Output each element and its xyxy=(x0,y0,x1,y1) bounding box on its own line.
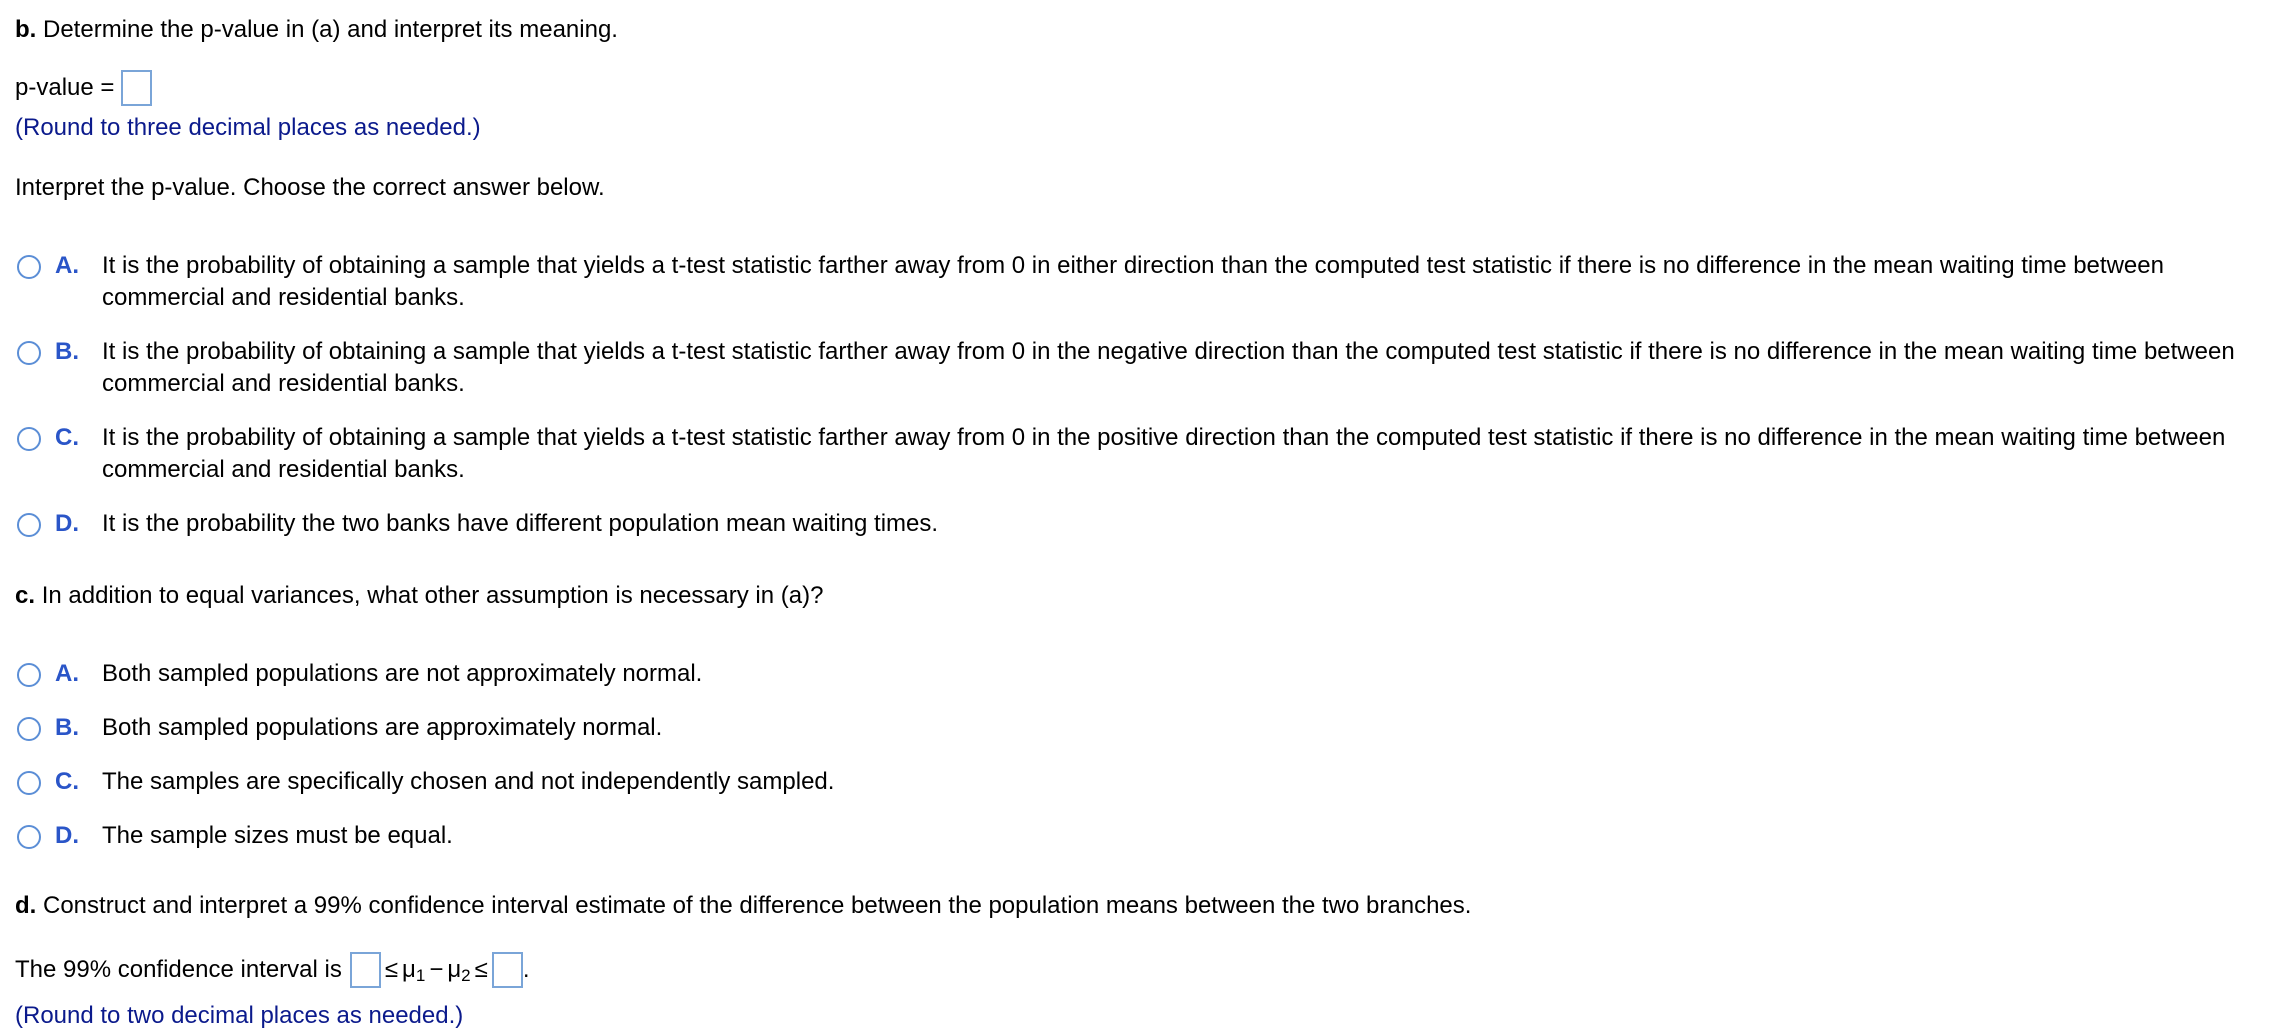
option-text: Both sampled populations are approximately normal. xyxy=(102,714,663,741)
part-d-heading xyxy=(15,890,1471,922)
part-c-label: c. xyxy=(15,582,36,609)
option-text: The sample sizes must be equal. xyxy=(102,822,453,849)
radio-button[interactable] xyxy=(17,427,41,451)
pvalue-label: p-value = xyxy=(15,74,115,101)
option-letter: D. xyxy=(55,510,79,537)
mu-symbol: μ xyxy=(402,956,416,983)
part-c-question: In addition to equal variances, what other assumption is necessary in (a)? xyxy=(41,582,824,609)
part-c-heading xyxy=(15,580,823,612)
option-text: The samples are specifically chosen and not independently sampled. xyxy=(102,768,835,795)
radio-button[interactable] xyxy=(17,717,41,741)
mu-symbol: μ xyxy=(447,956,462,983)
le-symbol: ≤ xyxy=(474,956,488,983)
radio-button[interactable] xyxy=(17,255,41,279)
pvalue-line xyxy=(15,70,152,106)
radio-button[interactable] xyxy=(17,825,41,849)
part-c-option-b[interactable] xyxy=(15,712,2265,752)
option-letter: C. xyxy=(55,424,79,451)
option-letter: B. xyxy=(55,714,79,741)
option-text: It is the probability of obtaining a sample that yields a t-test statistic farther away from 0 in the negative direction than the computed test statistic if there is no difference in the mean waiting time between commercial and residential banks. xyxy=(102,338,2235,397)
pvalue-round-hint: (Round to three decimal places as needed.) xyxy=(15,114,481,141)
option-text: It is the probability of obtaining a sample that yields a t-test statistic farther away from 0 in the positive direction than the computed test statistic if there is no difference in the mean waiting time between commercial and residential banks. xyxy=(102,424,2226,483)
ci-round-hint-partial: (Round to two decimal places as needed.) xyxy=(15,1002,464,1029)
ci-upper-input[interactable] xyxy=(492,952,523,988)
option-letter: D. xyxy=(55,822,79,849)
pvalue-input[interactable] xyxy=(121,70,152,106)
part-b-heading xyxy=(15,14,618,46)
le-symbol: ≤ xyxy=(384,956,399,983)
part-c-option-d[interactable] xyxy=(15,820,2265,860)
part-b-option-c[interactable] xyxy=(15,422,2265,488)
ci-lower-input[interactable] xyxy=(350,952,381,988)
subscript-1: 1 xyxy=(415,966,426,985)
option-letter: B. xyxy=(55,338,79,365)
part-b-label: b. xyxy=(15,16,37,43)
minus-symbol: − xyxy=(429,956,444,983)
confidence-interval-line xyxy=(15,952,529,988)
part-b-option-d[interactable] xyxy=(15,508,2265,574)
option-text: It is the probability of obtaining a sample that yields a t-test statistic farther away from 0 in either direction than the computed test statistic if there is no difference in the mean waiting time between commercial and residential banks. xyxy=(102,252,2164,311)
option-text: It is the probability the two banks have different population mean waiting times. xyxy=(102,510,939,537)
part-b-question: Determine the p-value in (a) and interpret its meaning. xyxy=(43,16,618,43)
part-d-label: d. xyxy=(15,892,37,919)
radio-button[interactable] xyxy=(17,663,41,687)
option-letter: A. xyxy=(55,252,79,279)
part-d-question: Construct and interpret a 99% confidence interval estimate of the difference between the population means between the two branches. xyxy=(43,892,1472,919)
subscript-2: 2 xyxy=(461,966,471,985)
ci-period: . xyxy=(522,956,530,983)
option-text: Both sampled populations are not approximately normal. xyxy=(102,660,703,687)
radio-button[interactable] xyxy=(17,513,41,537)
part-b-option-a[interactable] xyxy=(15,250,2265,316)
interpret-prompt: Interpret the p-value. Choose the correct answer below. xyxy=(15,174,605,201)
option-letter: C. xyxy=(55,768,79,795)
part-b-option-b[interactable] xyxy=(15,336,2265,402)
radio-button[interactable] xyxy=(17,341,41,365)
part-c-option-c[interactable] xyxy=(15,766,2265,806)
ci-prefix: The 99% confidence interval is xyxy=(15,956,342,983)
radio-button[interactable] xyxy=(17,771,41,795)
option-letter: A. xyxy=(55,660,79,687)
part-c-option-a[interactable] xyxy=(15,658,2265,698)
